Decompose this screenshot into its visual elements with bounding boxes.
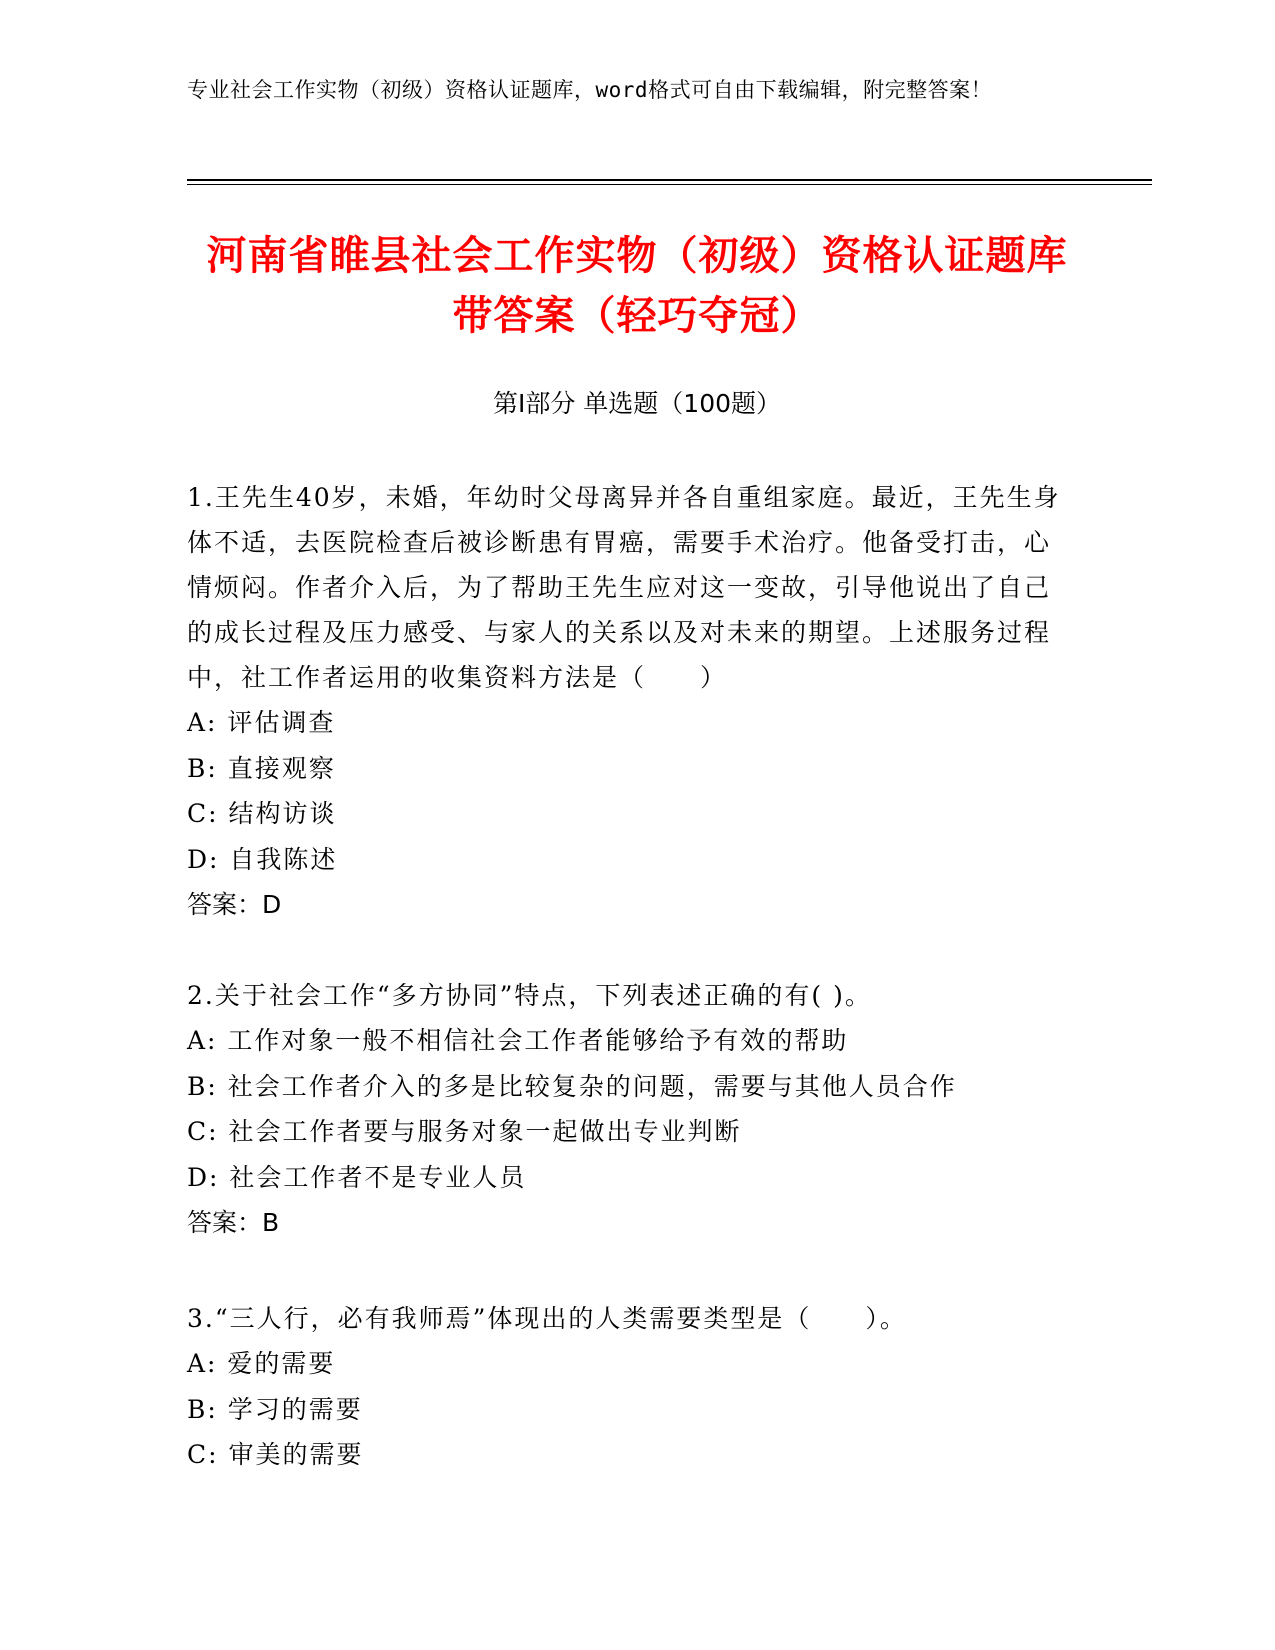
section-title: 第Ⅰ部分 单选题（100题）: [492, 389, 782, 418]
option-d: D: 自我陈述: [187, 844, 338, 874]
option-a: A: 评估调查: [187, 708, 336, 737]
answer: 答案：B: [187, 1208, 280, 1237]
option-c: C: 审美的需要: [187, 1440, 364, 1469]
option-b: B: 学习的需要: [187, 1394, 363, 1424]
question-3: [187, 1296, 1067, 1478]
header-note: 专业社会工作实物（初级）资格认证题库，word格式可自由下载编辑，附完整答案！: [187, 78, 993, 102]
option-c: C: 社会工作者要与服务对象一起做出专业判断: [187, 1117, 742, 1146]
question-1: [187, 475, 1067, 927]
question-2: [187, 973, 1067, 1245]
option-a: A: 工作对象一般不相信社会工作者能够给予有效的帮助: [187, 1026, 849, 1055]
option-d: D: 社会工作者不是专业人员: [187, 1162, 527, 1192]
answer: 答案：D: [187, 890, 282, 919]
option-b: B: 社会工作者介入的多是比较复杂的问题，需要与其他人员合作: [187, 1071, 957, 1101]
option-c: C: 结构访谈: [187, 799, 337, 828]
option-a: A: 爱的需要: [187, 1349, 336, 1378]
header-divider-thick: [187, 179, 1152, 181]
header-divider-thin: [187, 184, 1152, 185]
option-b: B: 直接观察: [187, 753, 336, 783]
question-text: 1.王先生40岁，未婚，年幼时父母离异并各自重组家庭。最近，王先生身体不适，去医院检查后被诊断患有胃癌，需要手术治疗。他备受打击，心情烦闷。作者介入后，为了帮助王先生应对这一变故，引导他说出了自己的成长过程及压力感受、与家人的关系以及对未来的期望。上述服务过程中，社工作者运用的收集资料方法是（ ）: [187, 483, 1061, 692]
document-title: 河南省睢县社会工作实物（初级）资格认证题库带答案（轻巧夺冠）: [206, 233, 1068, 339]
question-text: 2.关于社会工作“多方协同”特点，下列表述正确的有( )。: [187, 981, 872, 1010]
question-text: 3.“三人行，必有我师焉”体现出的人类需要类型是（ ）。: [187, 1304, 907, 1333]
